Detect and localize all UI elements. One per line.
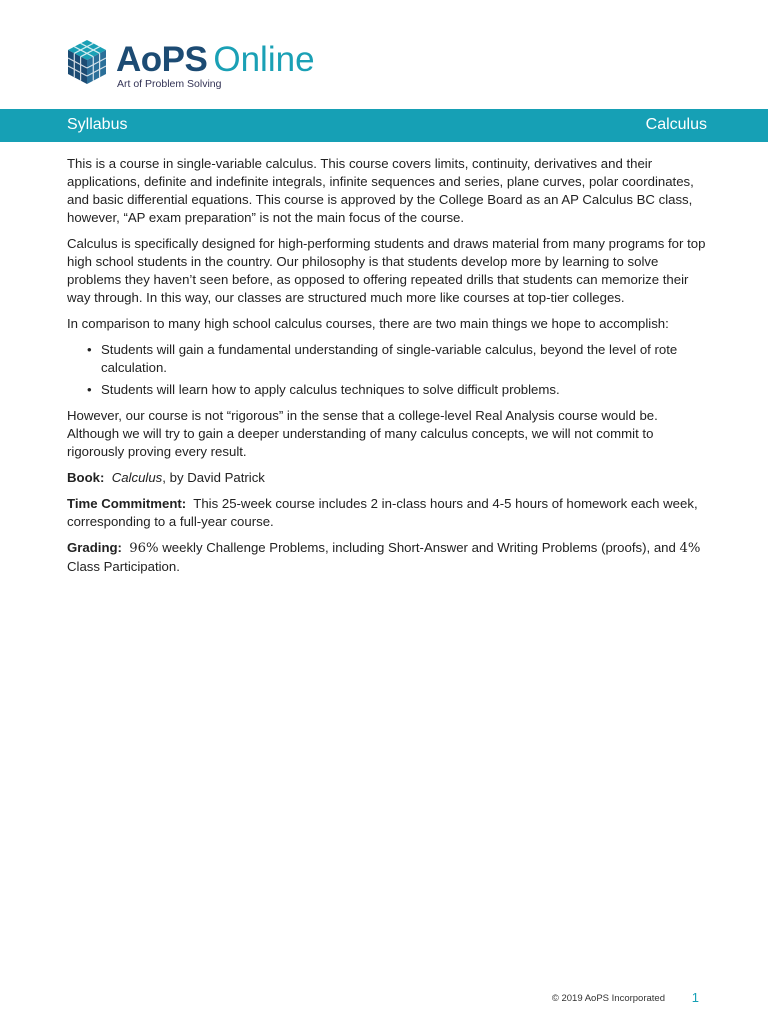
time-commitment-label: Time Commitment: xyxy=(67,496,187,511)
rigor-paragraph: However, our course is not “rigorous” in the sense that a college-level Real Analysis course would be. Although we will try to gain a deeper understanding of many calculus concepts, we will not commit to rigorously proving every result. xyxy=(67,408,658,459)
band-title-course: Calculus xyxy=(645,116,707,133)
list-item xyxy=(87,381,707,399)
time-commitment-line xyxy=(67,495,707,531)
goals-paragraph: In comparison to many high school calculus courses, there are two main things we hope to accomplish: xyxy=(67,316,669,331)
copyright: © 2019 AoPS Incorporated xyxy=(551,993,665,1004)
brand-aops: AoPS xyxy=(116,40,208,79)
grading-pct-challenge: 96% xyxy=(129,541,159,556)
page-footer xyxy=(0,990,768,1010)
grading-label: Grading: xyxy=(67,540,122,555)
bullet-icon: • xyxy=(87,382,92,397)
title-band xyxy=(0,109,768,142)
intro-paragraph: This is a course in single-variable calculus. This course covers limits, continuity, derivatives and their applications, definite and indefinite integrals, infinite sequences and series, plane curves, polar coordinates, and basic differential equations. This course is approved by the College Board as an AP Calculus BC class, however, “AP exam preparation” is not the main focus of the course. xyxy=(67,156,694,225)
bullet-icon: • xyxy=(87,342,92,357)
brand-name xyxy=(116,40,315,80)
book-label: Book: xyxy=(67,470,105,485)
list-item-text: Students will learn how to apply calculus techniques to solve difficult problems. xyxy=(101,382,560,397)
book-line xyxy=(67,469,707,487)
page-number: 1 xyxy=(691,990,699,1005)
goals-list xyxy=(67,341,707,399)
aops-logo xyxy=(66,36,326,92)
list-item xyxy=(87,341,707,377)
grading-pct-participation: 4% xyxy=(679,541,701,556)
cube-logo-icon xyxy=(66,38,108,86)
band-title-syllabus: Syllabus xyxy=(67,116,128,133)
brand-tagline: Art of Problem Solving xyxy=(117,78,222,90)
list-item-text: Students will gain a fundamental understanding of single-variable calculus, beyond the level of rote calculation. xyxy=(101,342,678,375)
grading-text-challenge: weekly Challenge Problems, including Short-Answer and Writing Problems (proofs), and xyxy=(158,540,680,555)
syllabus-content xyxy=(67,155,707,584)
time-commitment-text: This 25-week course includes 2 in-class hours and 4-5 hours of homework each week, corresponding to a full-year course. xyxy=(67,496,698,529)
book-title: Calculus xyxy=(111,470,163,485)
book-author: , by David Patrick xyxy=(162,470,265,485)
grading-text-participation: Class Participation. xyxy=(67,559,180,574)
brand-online: Online xyxy=(213,40,315,79)
philosophy-paragraph: Calculus is specifically designed for high-performing students and draws material from many programs for top high school students in the country. Our philosophy is that students develop more by learning to solve problems they haven’t seen before, as opposed to offering repeated drills that students can memorize their way through. In this way, our classes are structured much more like courses at top-tier colleges. xyxy=(67,236,706,305)
grading-line xyxy=(67,539,707,576)
